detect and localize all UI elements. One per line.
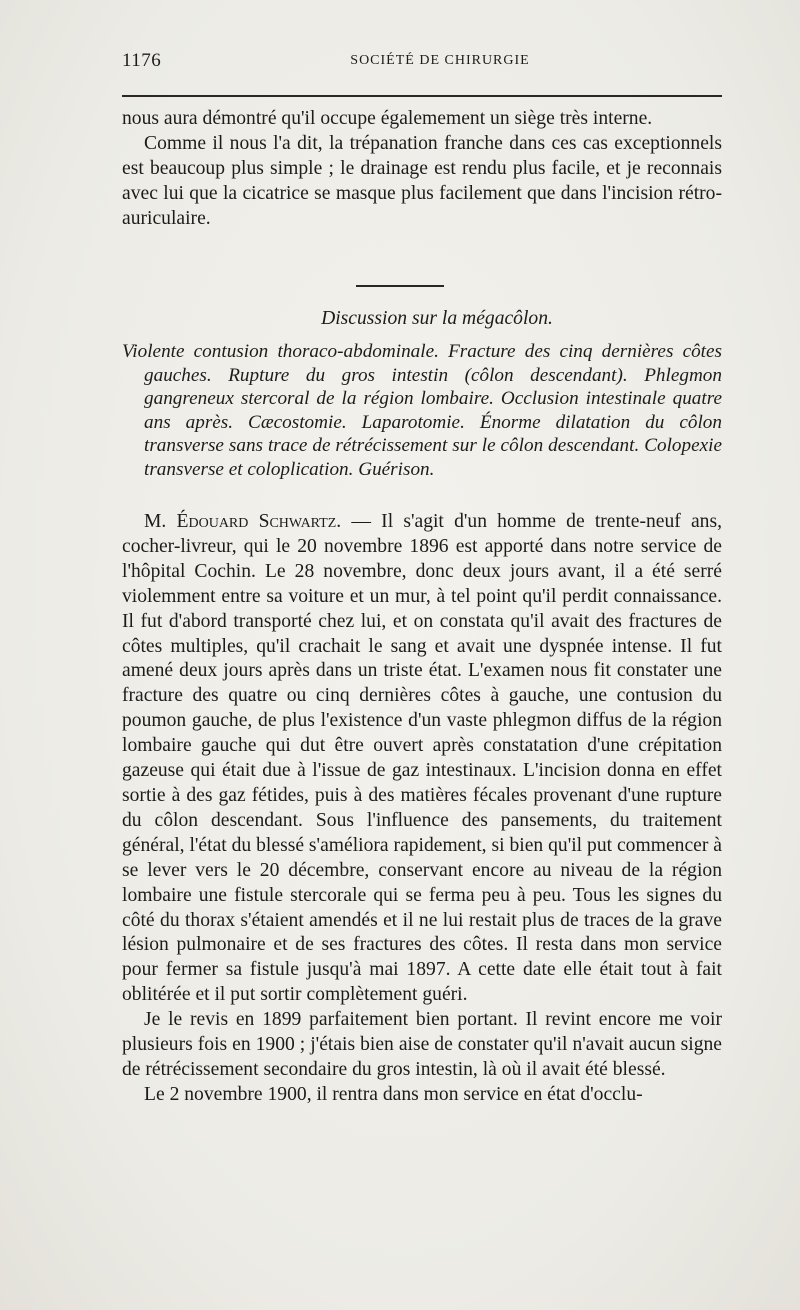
speaker-name: M. Édouard Schwartz. [144,511,342,532]
paragraph: Le 2 novembre 1900, il rentra dans mon service en état d'occlu- [144,1083,643,1105]
running-head: SOCIÉTÉ DE CHIRURGIE [350,53,530,68]
header-rule [122,95,722,97]
paragraph: Comme il nous l'a dit, la trépanation franche dans ces cas exceptionnels est beaucoup plus simple ; le drainage est rendu plus facile, et je reconnais avec lui que la cicatrice se masque plus facilement que dans l'incision rétro-auriculaire. [122,132,722,229]
paragraph [122,510,722,1008]
paragraph: nous aura démontré qu'il occupe égalemement un siège très interne. [122,108,653,129]
section-separator [356,285,444,287]
intro-text [122,107,722,232]
section-title: Discussion sur la mégacôlon. [321,308,553,329]
paragraph: Je le revis en 1899 parfaitement bien portant. Il revint encore me voir plusieurs fois en 1900 ; j'étais bien aise de constater qu'il n'avait aucun signe de rétrécissement secondaire du gros intestin, là où il avait été blessé. [122,1009,722,1080]
page-header [122,50,722,76]
page-number: 1176 [122,50,162,71]
case-summary: Violente contusion thoraco-abdominale. Fracture des cinq dernières côtes gauches. Rupture du gros intestin (côlon descendant). Phlegmon gangreneux stercoral de la région lombaire. Occlusion intestinale quatre ans après. Cæcostomie. Laparotomie. Énorme dilatation du côlon transverse sans trace de rétrécissement sur le côlon descendant. Colopexie transverse et coloplication. Guérison. [122,341,722,480]
case-text [122,510,722,1108]
paragraph-text: — Il s'agit d'un homme de trente-neuf ans, cocher-livreur, qui le 20 novembre 1896 est apporté dans notre service de l'hôpital Cochin. Le 28 novembre, donc deux jours avant, il a été serré violemment entre sa voiture et un mur, à tel point qu'il perdit connaissance. Il fut d'abord transporté chez lui, et on constata qu'il avait des fractures de côtes multiples, qu'il crachait le sang et avait une dyspnée intense. Il fut amené deux jours après dans un triste état. L'examen nous fit constater une fracture des quatre ou cinq dernières côtes à gauche, une contusion du poumon gauche, de plus l'existence d'un vaste phlegmon diffus de la région lombaire gauche qui dut être ouvert après constatation d'une crépitation gazeuse qui était due à l'issue de gaz intestinaux. L'incision donna en effet sortie à des gaz fétides, puis à des matières fécales provenant d'une rupture du côlon descendant. Sous l'influence des pansements, du traitement général, l'état du blessé s'améliora rapidement, si bien qu'il put commencer à se lever vers le 20 décembre, conservant encore au niveau de la région lombaire une fistule stercorale qui se ferma peu à peu. Tous les signes du côté du thorax s'étaient amendés et il ne lui restait plus de traces de la grave lésion pulmonaire et de ses fractures des côtes. Il resta dans mon service pour fermer sa fistule jusqu'à mai 1897. A cette date elle était tout à fait oblitérée et il put sortir complètement guéri. [122,511,722,1006]
